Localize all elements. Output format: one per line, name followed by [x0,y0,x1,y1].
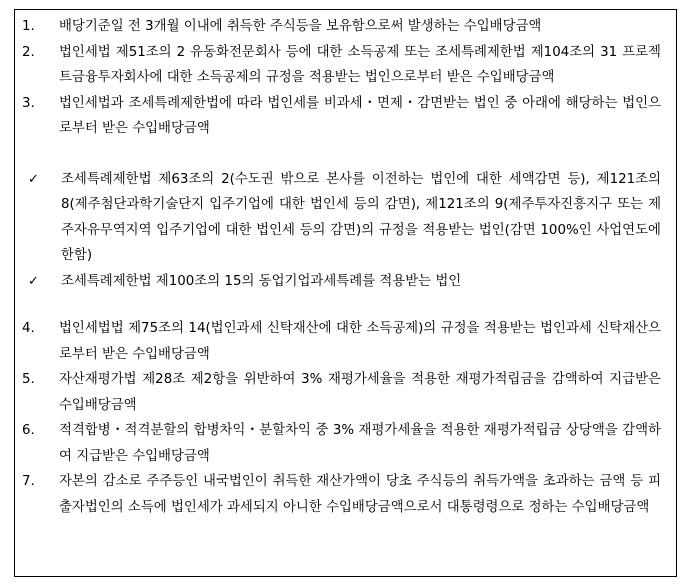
item-number: 2. [22,44,35,60]
list-item-1 [14,14,677,40]
checkmark-icon: ✓ [28,273,39,289]
item-text: 배당기준일 전 3개월 이내에 취득한 주식등을 보유함으로써 발생하는 수입배당금액 [59,19,542,34]
item-text: 법인세법 제51조의 2 유동화전문회사 등에 대한 소득공제 또는 조세특례제한법 제104조의 31 프로젝트금융투자회사에 대한 소득공제의 규정을 적용받는 법인으로부터 받은 수입배당금액 [59,44,661,85]
item-number: 6. [22,423,35,438]
list-item-4 [14,316,677,367]
checkmark-icon: ✓ [28,171,39,187]
list-item-6 [14,418,677,469]
list-item-2 [14,40,677,91]
sub-item-2 [14,269,677,295]
item-number: 4. [22,321,35,336]
list-item-3 [14,91,677,142]
list-item-7 [14,469,677,520]
item-number: 3. [22,95,35,111]
item-text: 법인세법법 제75조의 14(법인과세 신탁재산에 대한 소득공제)의 규정을 적용받는 법인과세 신탁재산으로부터 받은 수입배당금액 [59,321,661,362]
item-number: 5. [22,372,35,387]
item-text: 자산재평가법 제28조 제2항을 위반하여 3% 재평가세율을 적용한 재평가적립금을 감액하여 지급받은 수입배당금액 [59,372,661,413]
item-text: 법인세법과 조세특례제한법에 따라 법인세를 비과세・면제・감면받는 법인 중 아래에 해당하는 법인으로부터 받은 수입배당금액 [59,95,661,136]
item-text: 자본의 감소로 주주등인 내국법인이 취득한 재산가액이 당초 주식등의 취득가액을 초과하는 금액 등 피출자법인의 소득에 법인세가 과세되지 아니한 수입배당금액으로서 대통령령으로 정하는 수입배당금액 [59,474,661,515]
sub-item-text: 조세특례제한법 제63조의 2(수도권 밖으로 본사를 이전하는 법인에 대한 세액감면 등), 제121조의 8(제주첨단과학기술단지 입주기업에 대한 법인세 등의 감면), 제121조의 9(제주투자진흥지구 또는 제주자유무역지역 입주기업에 대한 법인세 등의 감면)의 규정을 적용받는 법인(감면 100%인 사업연도에 한함) [61,171,661,263]
spacer [14,142,677,167]
spacer [14,294,677,316]
sub-item-1 [14,167,677,269]
dividend-exclusion-list [14,14,677,520]
item-number: 1. [22,19,35,34]
list-item-5 [14,367,677,418]
sub-item-text: 조세특례제한법 제100조의 15의 동업기업과세특례를 적용받는 법인 [61,273,462,289]
item-text: 적격합병・적격분할의 합병차익・분할차익 중 3% 재평가세율을 적용한 재평가적립금 상당액을 감액하여 지급받은 수입배당금액 [59,423,661,464]
item-number: 7. [22,474,35,489]
